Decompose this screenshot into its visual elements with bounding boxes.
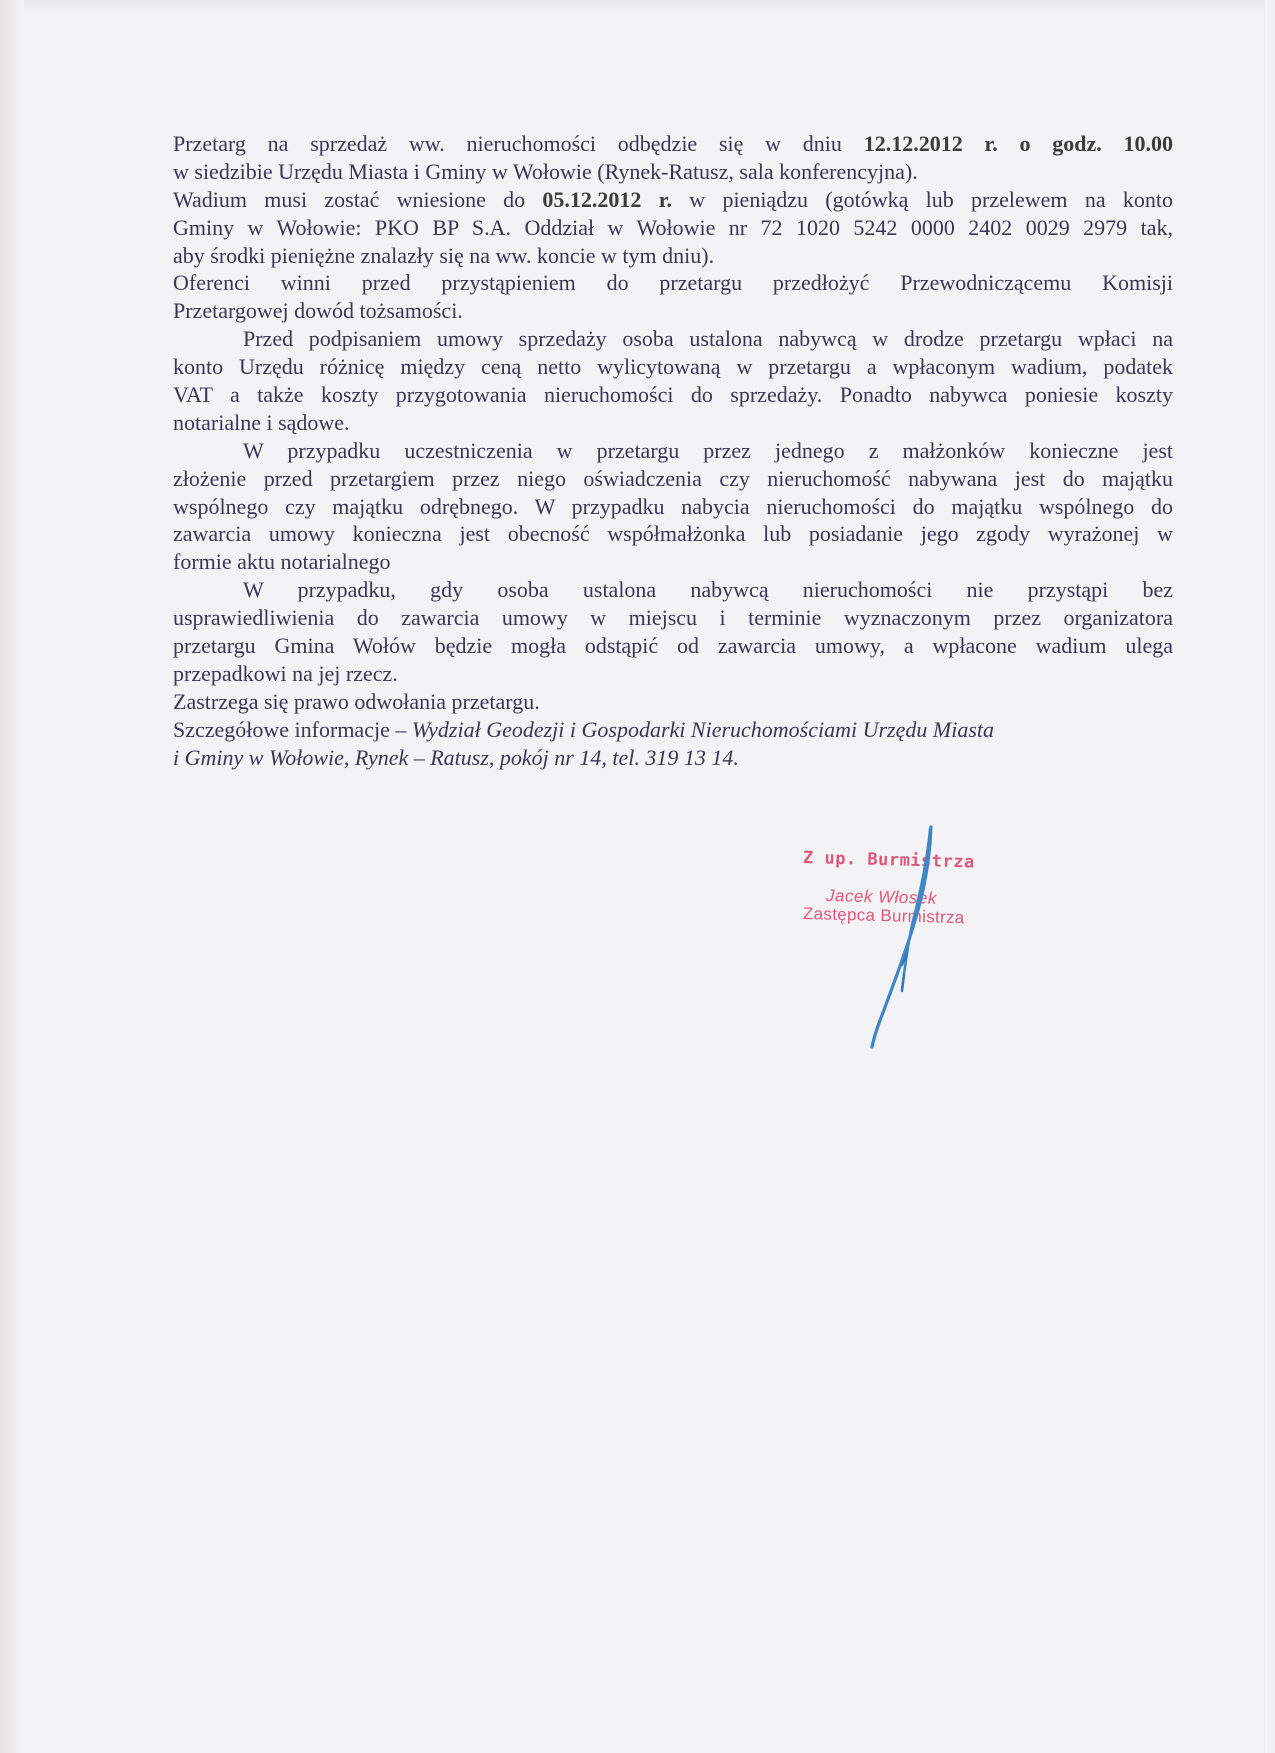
text-line: Zastrzega się prawo odwołania przetargu. [173, 688, 540, 714]
text-segment: w pieniądzu (gotówką lub przelewem na konto [671, 186, 1174, 212]
text-line: przepadkowi na jej rzecz. [173, 660, 398, 686]
department-name: Wydział Geodezji i Gospodarki Nieruchomościami Urzędu Miasta [411, 716, 994, 742]
text-line: złożenie przed przetargiem przez niego oświadczenia czy nieruchomość nabywana jest do majątku [173, 465, 1173, 491]
text-line: formie aktu notarialnego [173, 549, 391, 575]
scan-edge-right [1264, 0, 1275, 1753]
text-line: usprawiedliwienia do zawarcia umowy w miejscu i terminie wyznaczonym przez organizatora [173, 605, 1173, 631]
text-segment: Wadium musi zostać wniesione do [173, 186, 543, 212]
text-line: w siedzibie Urzędu Miasta i Gminy w Wołowie (Rynek-Ratusz, sala konferencyjna). [173, 158, 918, 184]
text-segment: Szczegółowe informacje – [173, 716, 412, 742]
text-line: notarialne i sądowe. [173, 409, 350, 435]
text-line: aby środki pieniężne znalazły się na ww. koncie w tym dniu). [173, 242, 715, 268]
scan-edge-top [24, 0, 1265, 12]
text-line-deposit-date [173, 186, 1173, 214]
text-line-auction-date [173, 130, 1173, 158]
text-line-contact [173, 716, 1173, 744]
text-line-bank-account: Gminy w Wołowie: PKO BP S.A. Oddział w Wołowie nr 72 1020 5242 0000 2402 0029 2979 tak, [173, 214, 1173, 240]
text-line-contact-address: i Gminy w Wołowie, Rynek – Ratusz, pokój nr 14, tel. 319 13 14. [173, 744, 739, 770]
signature-stroke-second [902, 829, 930, 990]
stamp-line-name: Jacek Włosek [825, 886, 938, 908]
handwritten-signature [840, 815, 960, 1055]
auction-datetime: 12.12.2012 r. o godz. 10.00 [863, 131, 1173, 156]
text-line: Przetargowej dowód tożsamości. [173, 298, 463, 324]
text-line: konto Urzędu różnicę między ceną netto wylicytowaną w przetargu a wpłaconym wadium, podatek [173, 354, 1173, 380]
stamp-line-authorization: Z up. Burmistrza [802, 848, 975, 873]
text-line: W przypadku, gdy osoba ustalona nabywcą nieruchomości nie przystąpi bez [243, 577, 1173, 603]
scan-edge-left [0, 0, 24, 1753]
text-line: Oferenci winni przed przystąpieniem do przetargu przedłożyć Przewodniczącemu Komisji [173, 270, 1173, 296]
deposit-deadline: 05.12.2012 r. [542, 186, 672, 212]
text-segment: Przetarg na sprzedaż ww. nieruchomości odbędzie się w dniu [173, 131, 864, 156]
stamp-line-title: Zastępca Burmistrza [802, 904, 965, 928]
text-line: przetargu Gmina Wołów będzie mogła odstąpić od zawarcia umowy, a wpłacone wadium ulega [173, 633, 1173, 659]
text-line: VAT a także koszty przygotowania nieruchomości do sprzedaży. Ponadto nabywca poniesie koszty [173, 382, 1173, 408]
text-line: zawarcia umowy konieczna jest obecność współmałżonka lub posiadanie jego zgody wyrażonej w [173, 521, 1173, 547]
signature-stroke-main [872, 827, 931, 1047]
text-line: Przed podpisaniem umowy sprzedaży osoba ustalona nabywcą w drodze przetargu wpłaci na [243, 326, 1173, 352]
document-body [173, 130, 1173, 771]
text-line: W przypadku uczestniczenia w przetargu przez jednego z małżonków konieczne jest [243, 437, 1173, 463]
text-line: wspólnego czy majątku odrębnego. W przypadku nabycia nieruchomości do majątku wspólnego do [173, 493, 1173, 519]
